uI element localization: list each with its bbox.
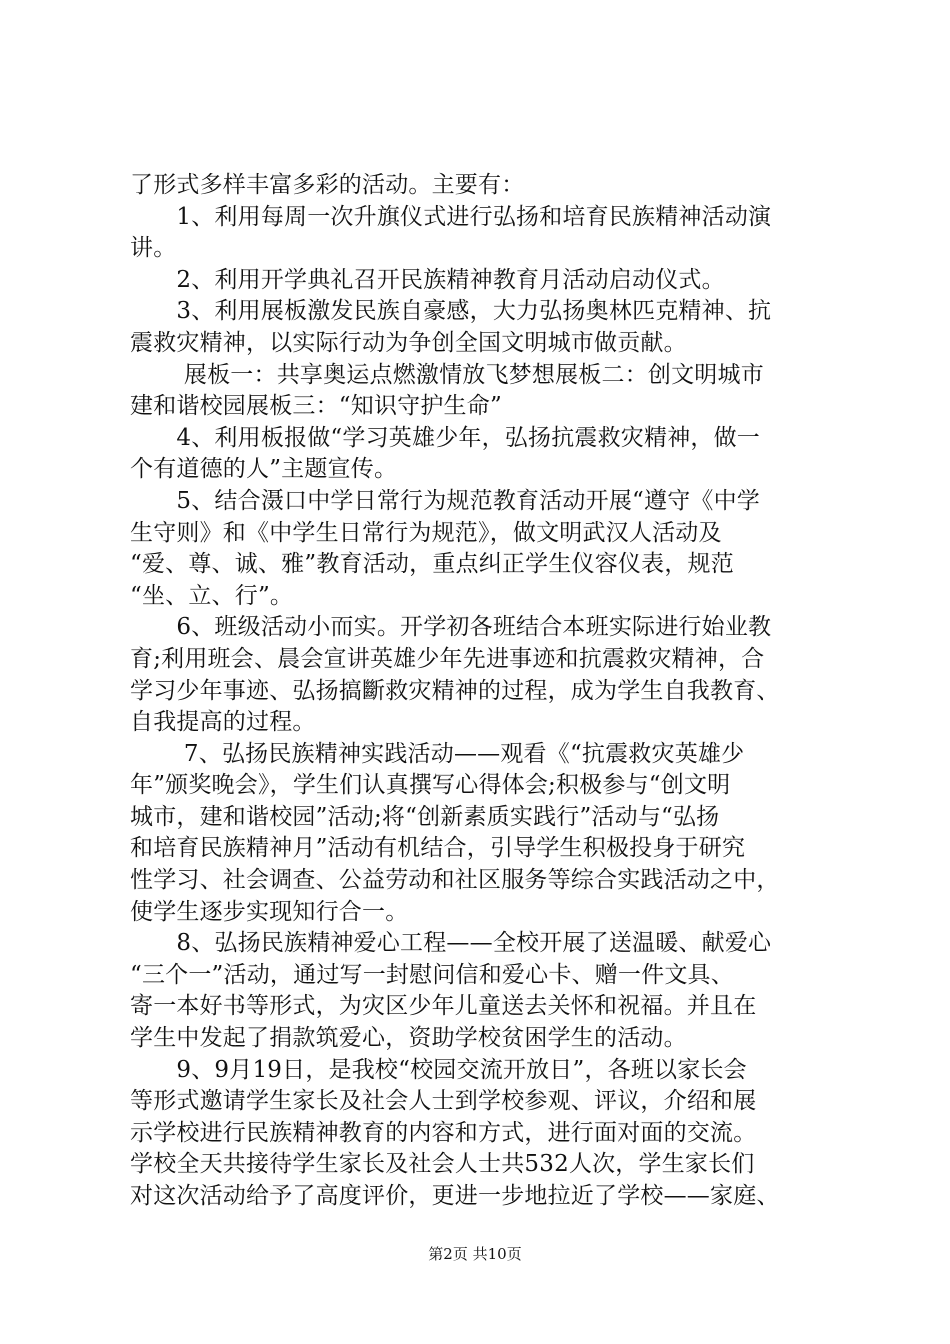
text-line: 5、结合滠口中学日常行为规范教育活动开展“遵守《中学 [130,487,760,514]
page-footer [0,1244,950,1264]
text-line: 8、弘扬民族精神爱心工程——全校开展了送温暖、献爱心 [130,930,772,957]
text-line: “三个一”活动，通过写一封慰问信和爱心卡、赠一件文具、 [130,961,734,988]
text-line: 寄一本好书等形式，为灾区少年儿童送去关怀和祝福。并且在 [130,993,757,1020]
text-line: 3、利用展板激发民族自豪感，大力弘扬奥林匹克精神、抗 [130,298,772,325]
text-line: 讲。 [130,235,177,262]
page-number-label: 第2页 共10页 [428,1245,522,1263]
text-line: 性学习、社会调查、公益劳动和社区服务等综合实践活动之中， [130,867,780,894]
document-body [130,170,855,1213]
text-line: 9、9月19日，是我校“校园交流开放日”，各班以家长会 [130,1056,747,1083]
text-line: 6、班级活动小而实。开学初各班结合本班实际进行始业教 [130,614,772,641]
text-line: 等形式邀请学生家长及社会人士到学校参观、评议，介绍和展 [130,1088,757,1115]
text-line: 示学校进行民族精神教育的内容和方式，进行面对面的交流。 [130,1119,757,1146]
text-line: 个有道德的人”主题宣传。 [130,456,398,483]
text-line: 展板一：共享奥运点燃激情放飞梦想展板二：创文明城市 [130,361,764,388]
text-line: 7、弘扬民族精神实践活动——观看《“抗震救灾英雄少 [130,740,745,767]
text-line: 学习少年事迹、弘扬搞斷救灾精神的过程，成为学生自我教育、 [130,677,780,704]
text-line: 2、利用开学典礼召开民族精神教育月活动启动仪式。 [130,266,725,293]
text-line: 城市，建和谐校园”活动;将“创新素质实践行”活动与“弘扬 [130,803,720,830]
text-line: 建和谐校园展板三：“知识守护生命” [130,393,502,420]
text-line: 学生中发起了捐款筑爱心，资助学校贫困学生的活动。 [130,1025,687,1052]
text-line: “坐、立、行”。 [130,582,294,609]
text-line: 使学生逐步实现知行合一。 [130,898,409,925]
text-line: 4、利用板报做“学习英雄少年，弘扬抗震救灾精神，做一 [130,424,760,451]
text-line: 了形式多样丰富多彩的活动。主要有： [130,172,525,198]
text-line: 自我提高的过程。 [130,709,316,736]
text-line: 震救灾精神，以实际行动为争创全国文明城市做贡献。 [130,329,687,356]
text-line: 年”颁奖晚会》，学生们认真撰写心得体会;积极参与“创文明 [130,772,731,799]
text-line: “爱、尊、诚、雅”教育活动，重点纠正学生仪容仪表，规范 [130,551,734,578]
text-line: 生守则》和《中学生日常行为规范》，做文明武汉人活动及 [130,519,722,546]
text-line: 对这次活动给予了高度评价，更进一步地拉近了学校——家庭、 [130,1183,780,1209]
text-line: 1、利用每周一次升旗仪式进行弘扬和培育民族精神活动演 [130,203,772,230]
text-line: 育;利用班会、晨会宣讲英雄少年先进事迹和抗震救灾精神，合 [130,645,765,672]
text-line: 和培育民族精神月”活动有机结合，引导学生积极投身于研究 [130,835,746,862]
text-line: 学校全天共接待学生家长及社会人士共532人次，学生家长们 [130,1151,755,1178]
